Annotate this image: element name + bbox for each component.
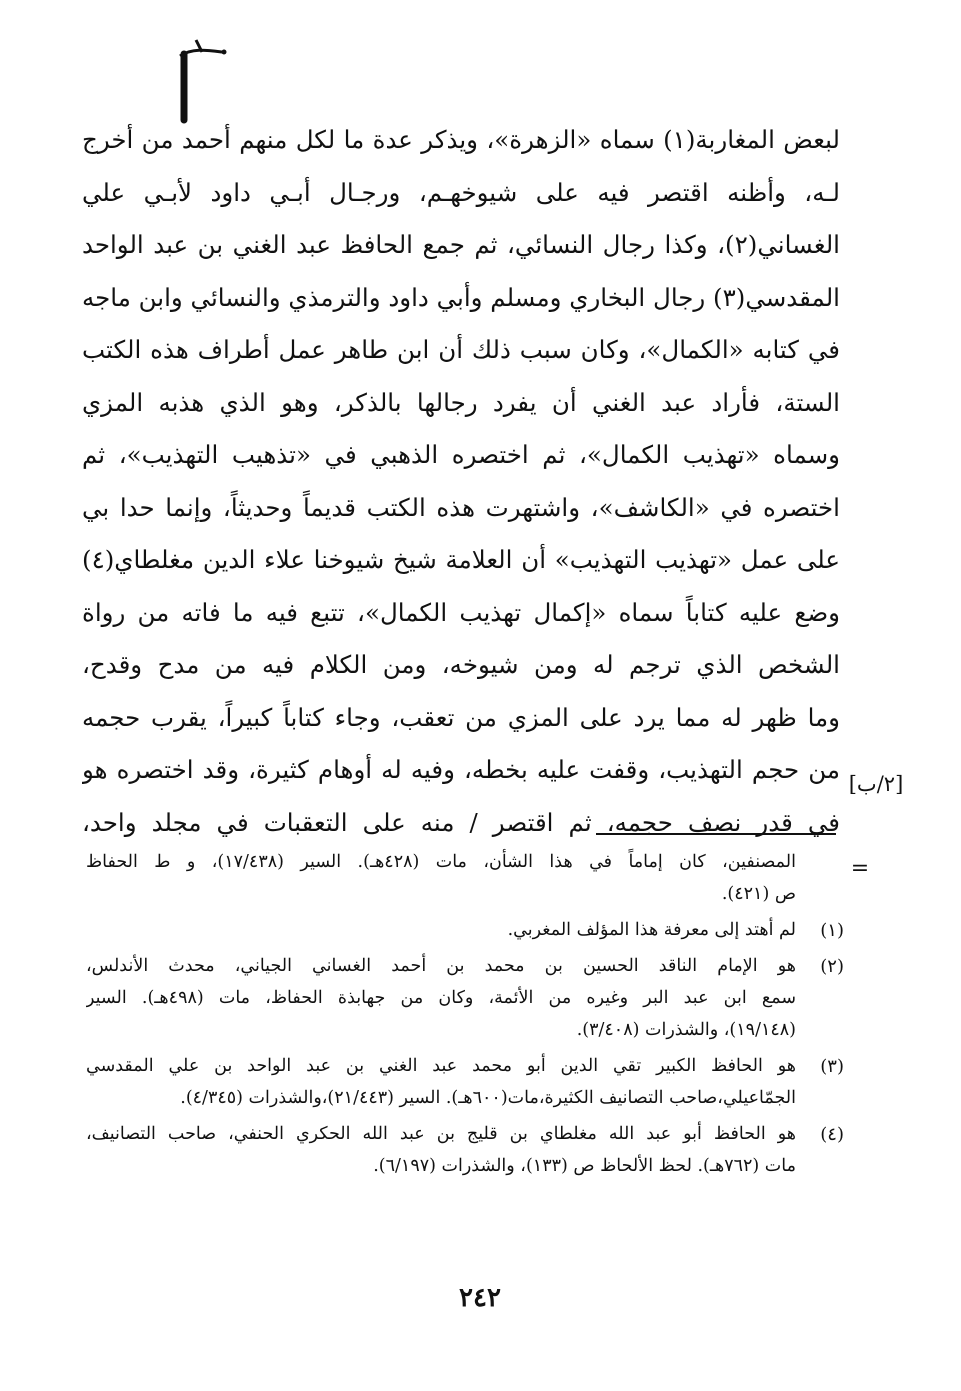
footnote-line: هو الحافظ أبو عبد الله مغلطاي بن قليج بن عبد الله الحكري الحنفي، صاحب التصانيف،: [86, 1124, 796, 1144]
footnote-line: (١٩/١٤٨)، والشذرات (٣/٤٠٨).: [576, 1020, 796, 1040]
text-line: الشخص الذي ترجم له ومن شيوخه، ومن الكلام فيه من مدح وقدح،: [82, 650, 840, 679]
footnote-line: مات (٧٦٢هـ). لحظ الألحاظ ص (١٣٣)، والشذرات (٦/١٩٧).: [373, 1156, 796, 1176]
footnote-line: سمع ابن عبد البر وغيره من الأئمة، وكان من جهابذة الحفاظ، مات (٤٩٨هـ). السير: [86, 988, 796, 1008]
footnote-number: (٣): [820, 1056, 844, 1077]
text-line: وما ظهر له مما يرد على المزي من تعقب، وجاء كتاباً كبيراً، يقرب حجمه: [82, 702, 840, 732]
footnote-line: لم أهتد إلى معرفة هذا المؤلف المغربي.: [507, 920, 796, 940]
footnote-line: ص (٤٢١).: [721, 884, 796, 904]
text-line: الغساني(٢)، وكذا رجال النسائي، ثم جمع الحافظ عبد الغني بن عبد الواحد: [82, 230, 840, 259]
footnote-2: [86, 950, 844, 1046]
text-line: على عمل «تهذيب التهذيب» أن العلامة شيخ شيوخنا علاء الدين مغلطاي(٤): [82, 545, 840, 574]
footnote-4: [86, 1118, 844, 1182]
footnote-line: هو الحافظ الكبير تقي الدين أبو محمد عبد الغني بن عبد الواحد بن علي المقدسي: [86, 1056, 796, 1076]
footnote-number: (٤): [820, 1124, 844, 1145]
footnote-3: [86, 1050, 844, 1114]
text-line: في قدر نصف حجمه، ثم اقتصر / منه على التعقبات في مجلد واحد،: [82, 807, 840, 837]
text-line: وسماه «تهذيب الكمال»، ثم اختصره الذهبي في «تذهيب التهذيب»، ثم: [82, 440, 840, 469]
manuscript-folio-marker: [٢/ب]: [848, 772, 904, 796]
page-number: ٢٤٢: [459, 1283, 501, 1313]
text-line: لـه، وأظنه اقتصر فيه على شيوخهـم، ورجـال أبـي داود لأبـي علي: [82, 177, 840, 207]
footnote-number: (٢): [820, 956, 844, 977]
text-line: في كتابه «الكمال»، وكان سبب ذلك أن ابن طاهر عمل أطراف هذه الكتب: [82, 335, 840, 364]
bracket-mark-icon: [172, 34, 232, 126]
footnote-continuation-mark: =: [850, 856, 870, 881]
footnotes: [86, 846, 844, 1182]
text-line: المقدسي(٣) رجال البخاري ومسلم وأبي داود والترمذي والنسائي وابن ماجه: [82, 282, 840, 312]
footnote-separator: [596, 833, 836, 835]
text-line: من حجم التهذيب، وقفت عليه بخطه، وفيه له أوهام كثيرة، وقد اختصره هو: [82, 755, 840, 784]
footnote-number: (١): [820, 920, 844, 941]
text-line: الستة، فأراد عبد الغني أن يفرد رجالها بالذكر، وهو الذي هذبه المزي: [82, 387, 840, 417]
footnote-line: هو الإمام الناقد الحسين بن محمد بن أحمد الغساني الجياني، محدث الأندلس،: [86, 956, 796, 976]
footnote-number: [806, 846, 844, 880]
footnote-line: المصنفين، كان إماماً في هذا الشأن، مات (٤٢٨هـ). السير (١٧/٤٣٨)، و ط الحفاظ: [86, 852, 796, 872]
text-line: لبعض المغاربة(١) سماه «الزهرة»، ويذكر عدة ما لكل منهم أحمد من أخرج: [82, 125, 840, 154]
text-line: وضع عليه كتاباً سماه «إكمال تهذيب الكمال»، تتبع فيه ما فاته من رواة: [82, 597, 840, 627]
footnote-1: [86, 914, 844, 946]
footnote-continued: [86, 846, 844, 910]
text-line: اختصره في «الكاشف»، واشتهرت هذه الكتب قديماً وحديثاً، وإنما حدا بي: [82, 492, 840, 522]
main-text: [82, 114, 840, 849]
footnote-line: الجمّاعيلي،صاحب التصانيف الكثيرة،مات(٦٠٠هـ). السير (٢١/٤٤٣)،والشذرات (٤/٣٤٥).: [180, 1088, 796, 1108]
